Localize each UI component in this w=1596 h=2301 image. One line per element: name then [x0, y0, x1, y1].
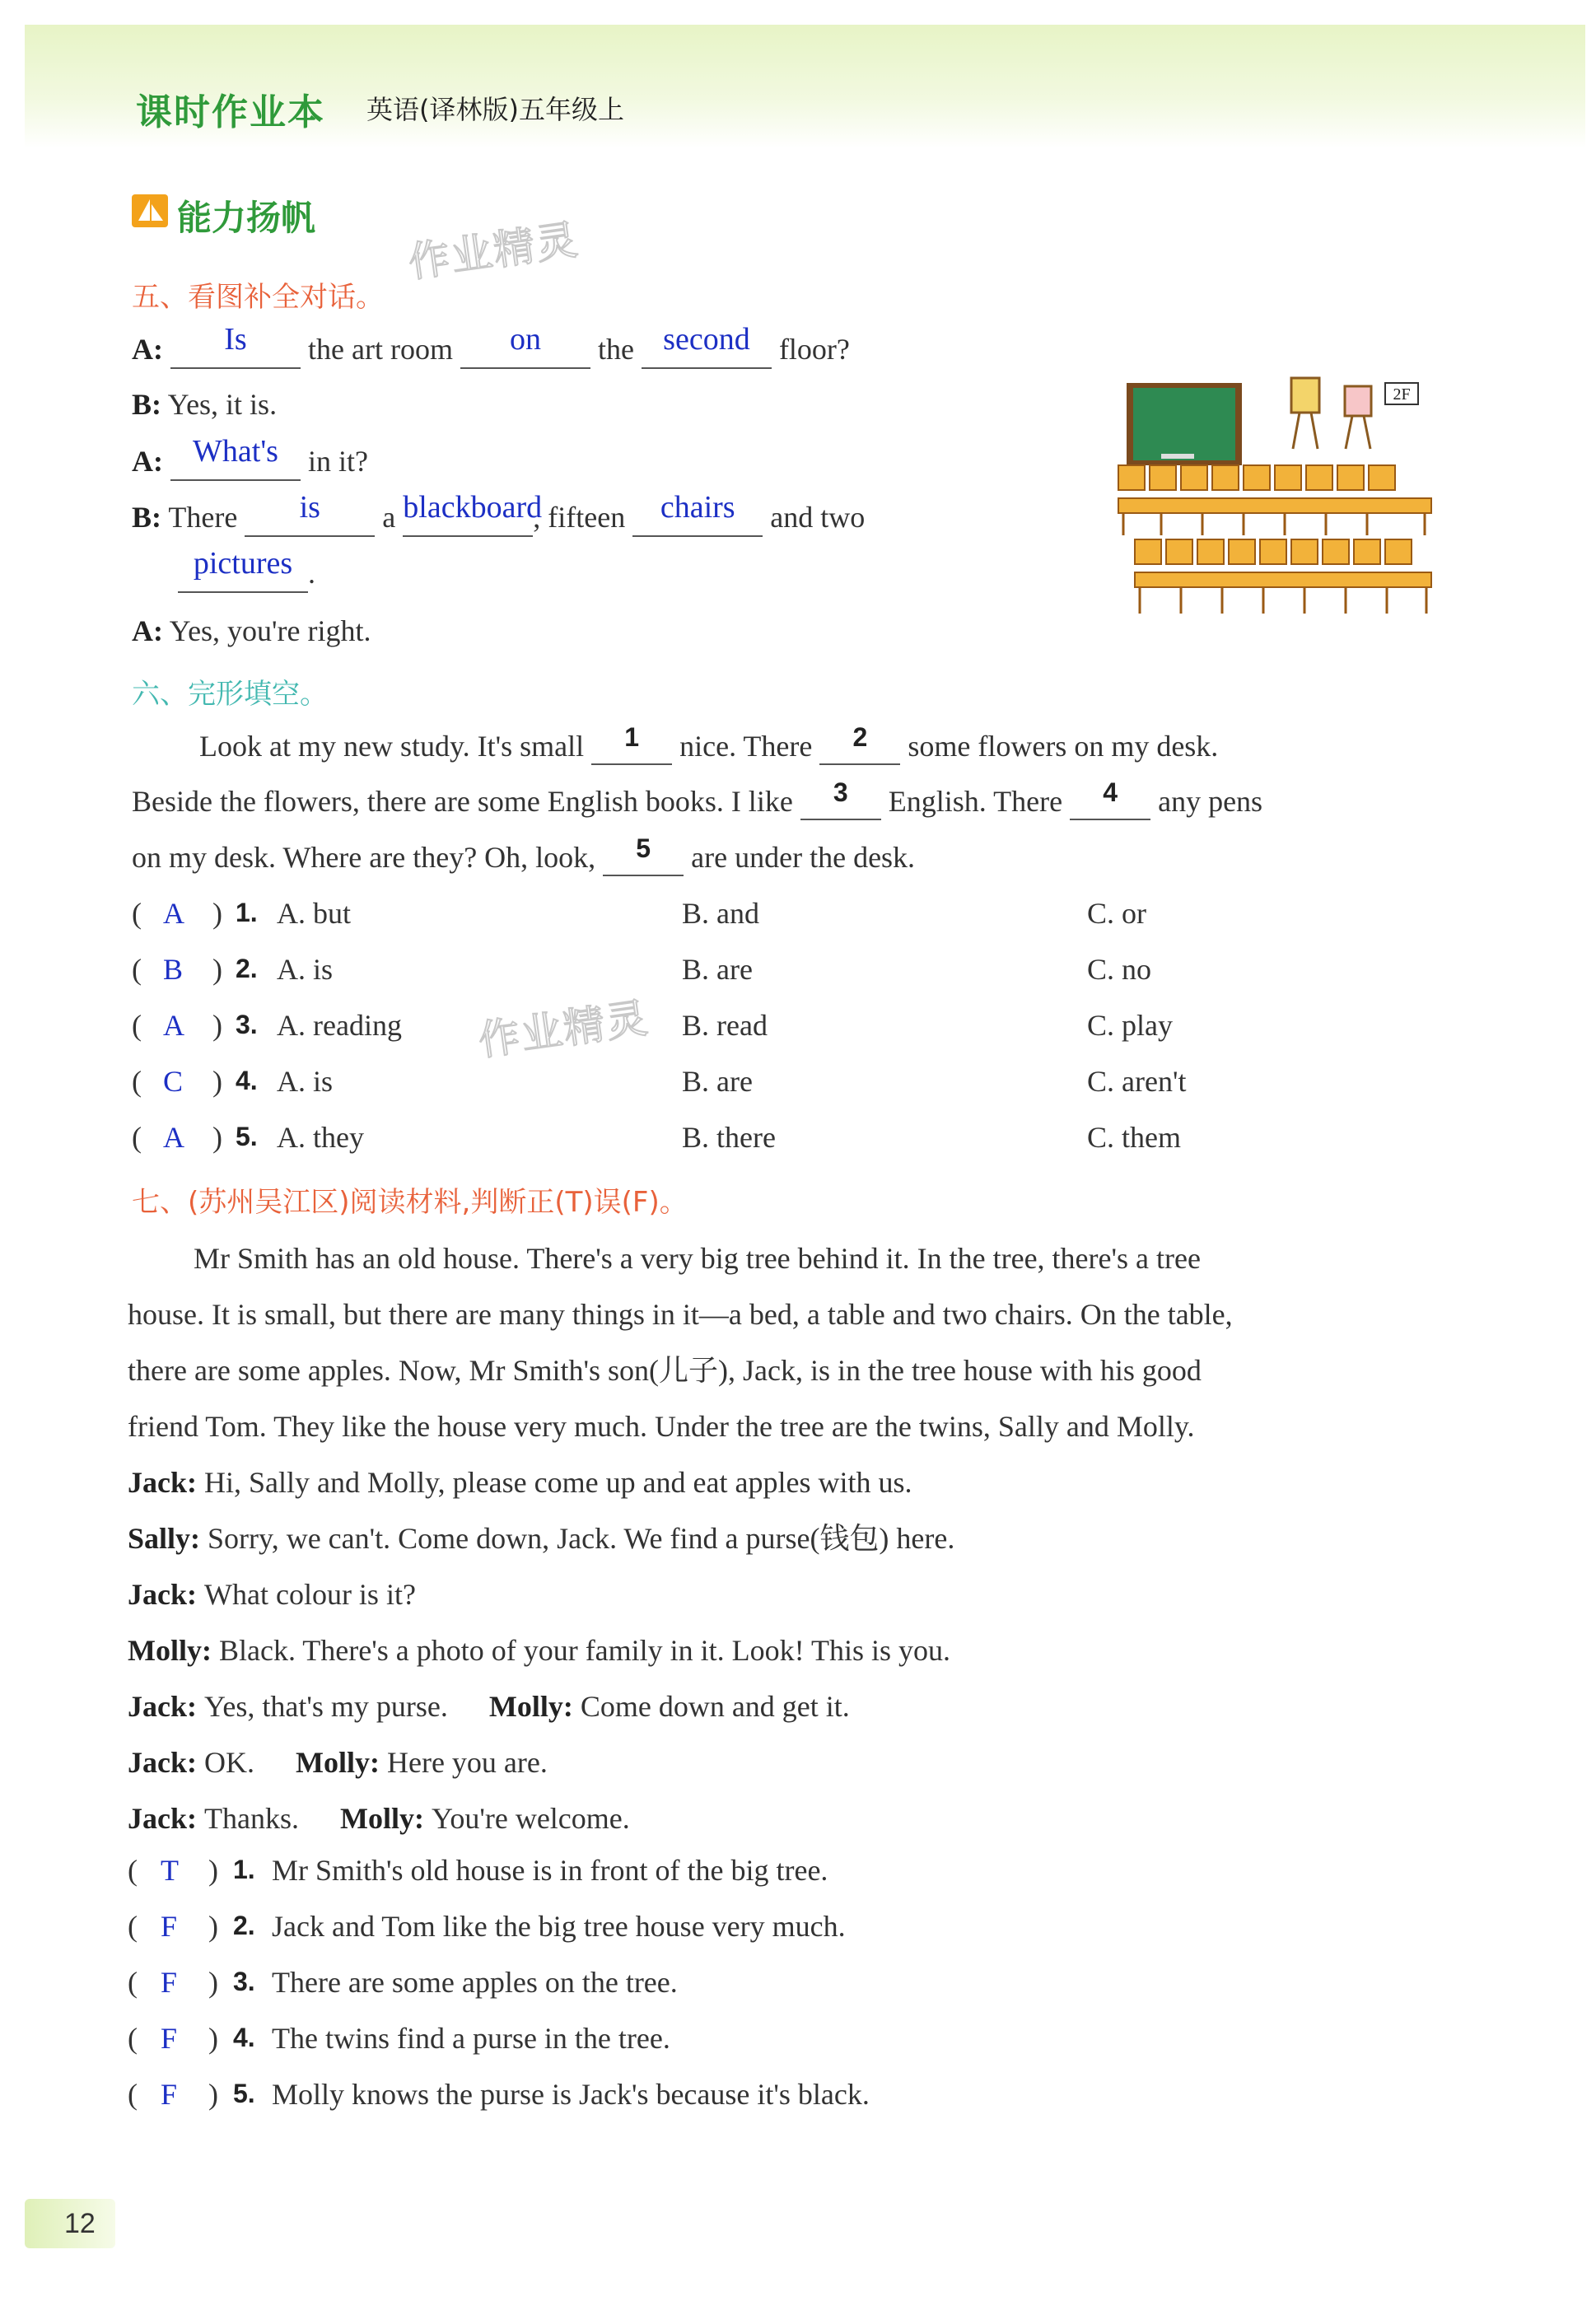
answer-blank: blackboard	[403, 499, 533, 537]
dialog-line-6: A: Yes, you're right.	[132, 614, 371, 647]
cloze-blank: 1	[591, 729, 672, 765]
answer-blank: What's	[170, 443, 301, 481]
part7-heading: 七、(苏州吴江区)阅读材料,判断正(T)误(F)。	[132, 1186, 688, 1219]
dialog-line: Sally: Sorry, we can't. Come down, Jack. We find a purse(钱包) here.	[128, 1522, 955, 1555]
cloze-line-2: Beside the flowers, there are some English books. I like 3 English. There 4 any pens	[132, 784, 1262, 820]
answer-blank: chairs	[632, 499, 763, 537]
answer-blank: pictures	[178, 555, 308, 593]
dialog-line-4: B: There is a blackboard, fifteen chairs and two	[132, 499, 865, 537]
part5-heading: 五、看图补全对话。	[132, 281, 384, 314]
sail-icon	[132, 194, 168, 227]
cloze-blank: 4	[1070, 784, 1150, 820]
answer-blank: is	[245, 499, 375, 537]
dialog-line: Jack: OK. Molly: Here you are.	[128, 1746, 548, 1779]
part6-heading: 六、完形填空。	[132, 678, 328, 711]
cloze-line-1: Look at my new study. It's small 1 nice. There 2 some flowers on my desk.	[199, 729, 1218, 765]
dialog-line: Jack: Hi, Sally and Molly, please come up and eat apples with us.	[128, 1466, 912, 1499]
section-title: 能力扬帆	[177, 198, 316, 238]
book-title: 课时作业本	[136, 91, 325, 133]
dialog-line-5: pictures .	[178, 555, 315, 593]
dialog-line: Jack: Thanks. Molly: You're welcome.	[128, 1802, 630, 1835]
dialog-line: Jack: What colour is it?	[128, 1578, 416, 1611]
cloze-line-3: on my desk. Where are they? Oh, look, 5 are under the desk.	[132, 840, 915, 876]
watermark: 作业精灵	[405, 215, 582, 287]
dialog-line-3: A: What's in it?	[132, 443, 368, 481]
dialog-line-2: B: Yes, it is.	[132, 388, 278, 421]
reading-passage: Mr Smith has an old house. There's a very big tree behind it. In the tree, there's a tree house. It is small, but there are many things in it—a bed, a table and two chairs. On the table, there are some apples. Now, Mr Smith's son(儿子), Jack, is in the tree house with his good friend Tom. They like the house very much. Under the tree are the twins, Sally and Molly. Jack: Hi, Sally and Molly, please come up and eat apples with us. Sally: Sorry, we can't. Come down, Jack. We find a purse(钱包) here. Jack: What colour is it? Molly: Black. There's a photo of your family in it. Look! This is you. Jack: Yes, that's my purse. Molly: Come down and get it. Jack: OK. Molly: Here you are. Jack: Thanks. Molly: You're welcome.	[128, 1230, 1511, 1846]
dialog-line-1: A: Is the art room on the second floor?	[132, 331, 850, 369]
watermark: 作业精灵	[475, 993, 652, 1066]
cloze-blank: 2	[819, 729, 900, 765]
dialog-line: Jack: Yes, that's my purse. Molly: Come down and get it.	[128, 1690, 850, 1723]
book-subtitle: 英语(译林版)五年级上	[366, 94, 624, 125]
cloze-blank: 5	[603, 840, 684, 876]
floor-label: 2F	[1393, 385, 1411, 404]
cloze-blank: 3	[800, 784, 881, 820]
classroom-picture	[1112, 375, 1441, 622]
answer-blank: second	[642, 331, 772, 369]
dialog-line: Molly: Black. There's a photo of your family in it. Look! This is you.	[128, 1634, 951, 1667]
answer-blank: on	[460, 331, 590, 369]
page-number: 12	[25, 2199, 115, 2248]
answer-blank: Is	[170, 331, 301, 369]
